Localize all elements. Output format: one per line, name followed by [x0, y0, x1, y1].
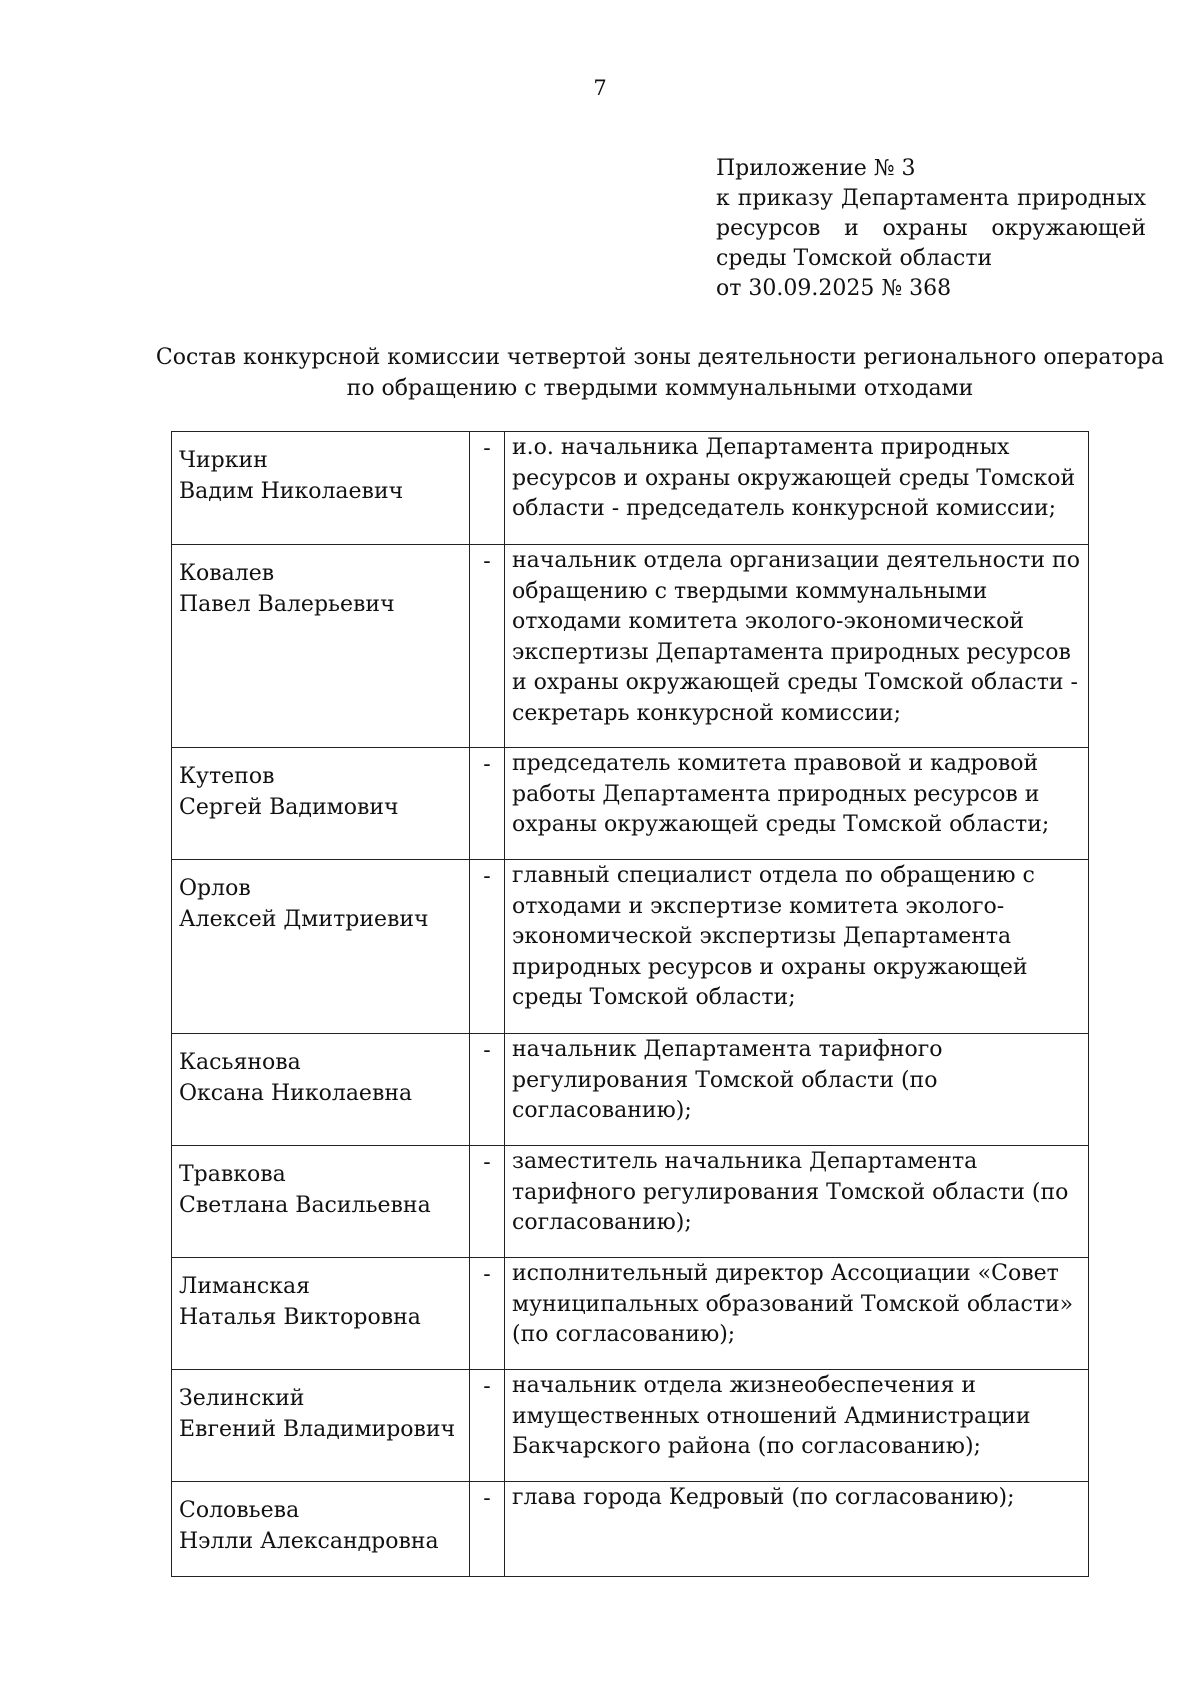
- member-surname: Кутепов: [179, 764, 275, 789]
- member-role: и.о. начальника Департамента природных ресурсов и охраны окружающей среды Томской области - председатель конкурсной комиссии;: [505, 432, 1089, 545]
- member-surname: Травкова: [179, 1162, 286, 1187]
- appendix-date-line: от 30.09.2025 № 368: [716, 276, 952, 301]
- member-given-name: Алексей Дмитриевич: [179, 906, 429, 932]
- commission-members-body: [172, 432, 1089, 1577]
- table-row: [172, 1258, 1089, 1370]
- member-surname: Орлов: [179, 876, 251, 901]
- member-dash: -: [470, 860, 505, 1034]
- member-dash: -: [470, 748, 505, 860]
- member-given-name: Вадим Николаевич: [179, 478, 404, 504]
- document-title-line-2: по обращению с твердыми коммунальными отходами: [346, 376, 974, 401]
- appendix-region-line: среды Томской области: [716, 246, 993, 271]
- member-dash: -: [470, 1146, 505, 1258]
- member-given-name: Светлана Васильевна: [179, 1192, 431, 1218]
- table-row: [172, 1482, 1089, 1577]
- member-dash: -: [470, 545, 505, 748]
- member-name-cell: [172, 1034, 470, 1146]
- member-name-cell: [172, 545, 470, 748]
- member-name-cell: [172, 860, 470, 1034]
- member-given-name: Оксана Николаевна: [179, 1080, 413, 1106]
- member-given-name: Павел Валерьевич: [179, 591, 395, 617]
- member-name-cell: [172, 1258, 470, 1370]
- appendix-order-line: к приказу Департамента природных: [716, 186, 1146, 211]
- table-row: [172, 748, 1089, 860]
- table-row: [172, 432, 1089, 545]
- appendix-header: [716, 154, 1146, 304]
- commission-members-table: [171, 431, 1089, 1577]
- member-name-cell: [172, 1146, 470, 1258]
- table-row: [172, 1034, 1089, 1146]
- table-row: [172, 1370, 1089, 1482]
- member-given-name: Евгений Владимирович: [179, 1416, 456, 1442]
- member-name-cell: [172, 1370, 470, 1482]
- member-role: главный специалист отдела по обращению с отходами и экспертизе комитета эколого-экономической экспертизы Департамента природных ресурсов и охраны окружающей среды Томской области;: [505, 860, 1089, 1034]
- appendix-number: Приложение № 3: [716, 156, 916, 181]
- document-title: [150, 342, 1170, 404]
- member-surname: Касьянова: [179, 1050, 301, 1075]
- member-dash: -: [470, 1370, 505, 1482]
- member-name-cell: [172, 748, 470, 860]
- page-number: 7: [593, 76, 607, 100]
- member-given-name: Сергей Вадимович: [179, 794, 399, 820]
- appendix-department-line: ресурсов и охраны окружающей: [716, 216, 1146, 241]
- table-row: [172, 545, 1089, 748]
- member-surname: Чиркин: [179, 448, 268, 473]
- member-surname: Соловьева: [179, 1498, 300, 1523]
- member-role: заместитель начальника Департамента тарифного регулирования Томской области (по согласованию);: [505, 1146, 1089, 1258]
- member-dash: -: [470, 432, 505, 545]
- member-dash: -: [470, 1258, 505, 1370]
- member-given-name: Наталья Викторовна: [179, 1304, 421, 1330]
- member-dash: -: [470, 1034, 505, 1146]
- member-dash: -: [470, 1482, 505, 1577]
- member-surname: Зелинский: [179, 1386, 305, 1411]
- member-role: исполнительный директор Ассоциации «Совет муниципальных образований Томской области» (по согласованию);: [505, 1258, 1089, 1370]
- member-role: начальник отдела организации деятельности по обращению с твердыми коммунальными отходами комитета эколого-экономической экспертизы Департамента природных ресурсов и охраны окружающей среды Томской области - секретарь конкурсной комиссии;: [505, 545, 1089, 748]
- member-role: председатель комитета правовой и кадровой работы Департамента природных ресурсов и охраны окружающей среды Томской области;: [505, 748, 1089, 860]
- member-role: начальник Департамента тарифного регулирования Томской области (по согласованию);: [505, 1034, 1089, 1146]
- member-surname: Ковалев: [179, 561, 275, 586]
- member-role: глава города Кедровый (по согласованию);: [505, 1482, 1089, 1577]
- member-surname: Лиманская: [179, 1274, 310, 1299]
- member-role: начальник отдела жизнеобеспечения и имущественных отношений Администрации Бакчарского района (по согласованию);: [505, 1370, 1089, 1482]
- document-title-line-1: Состав конкурсной комиссии четвертой зоны деятельности регионального оператора: [155, 345, 1165, 370]
- member-given-name: Нэлли Александровна: [179, 1528, 439, 1554]
- member-name-cell: [172, 1482, 470, 1577]
- table-row: [172, 1146, 1089, 1258]
- member-name-cell: [172, 432, 470, 545]
- table-row: [172, 860, 1089, 1034]
